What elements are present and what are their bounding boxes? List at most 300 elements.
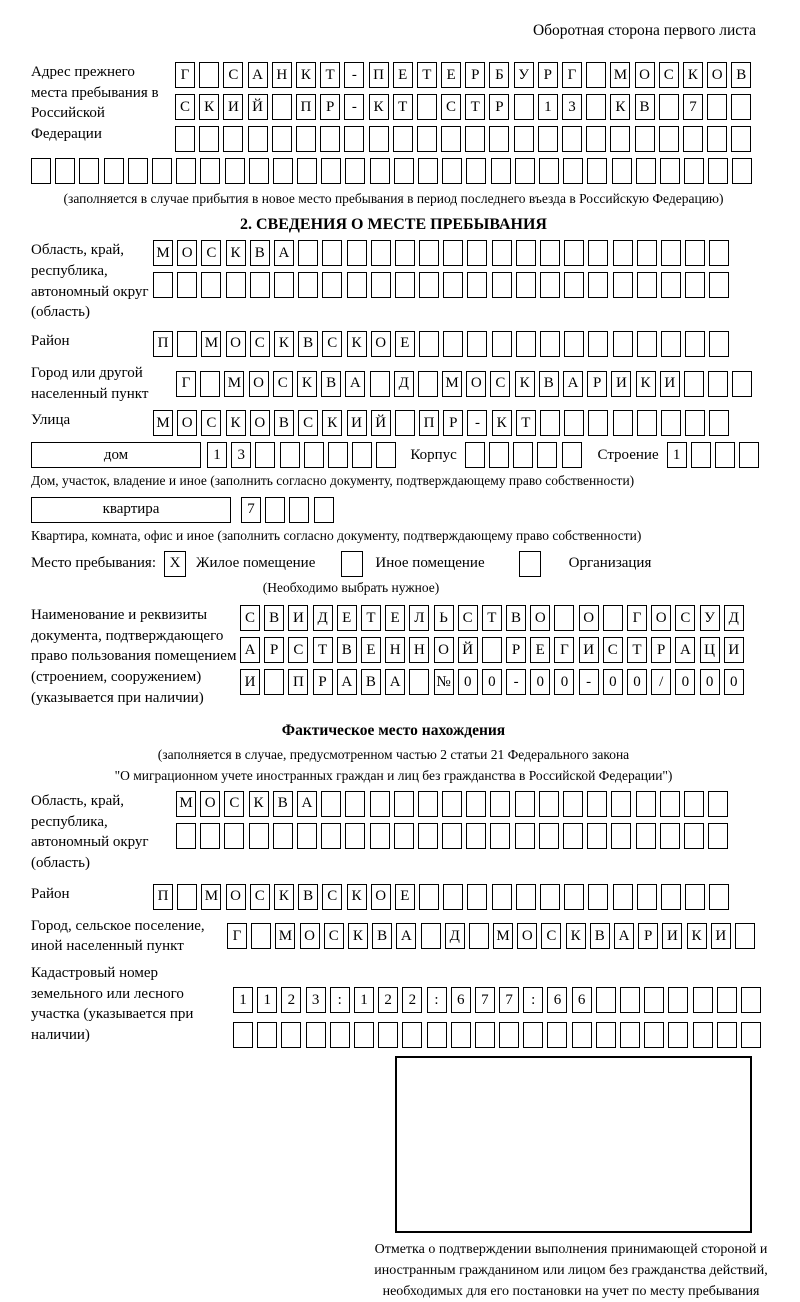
char-cell[interactable]: Д bbox=[445, 923, 465, 949]
char-cell[interactable]: И bbox=[223, 94, 243, 120]
char-cell[interactable] bbox=[322, 240, 342, 266]
char-cell[interactable]: О bbox=[177, 240, 197, 266]
char-cell[interactable] bbox=[660, 823, 680, 849]
char-cell[interactable] bbox=[200, 158, 220, 184]
char-cell[interactable] bbox=[393, 126, 413, 152]
char-cell[interactable]: 1 bbox=[233, 987, 253, 1013]
char-cell[interactable] bbox=[539, 823, 559, 849]
char-cell[interactable]: Г bbox=[554, 637, 574, 663]
char-cell[interactable] bbox=[693, 1022, 713, 1048]
char-cell[interactable]: Н bbox=[409, 637, 429, 663]
char-cell[interactable]: О bbox=[300, 923, 320, 949]
char-cell[interactable] bbox=[637, 240, 657, 266]
char-cell[interactable]: А bbox=[396, 923, 416, 949]
char-cell[interactable] bbox=[482, 637, 502, 663]
char-cell[interactable] bbox=[684, 791, 704, 817]
char-cell[interactable] bbox=[378, 1022, 398, 1048]
char-cell[interactable]: А bbox=[675, 637, 695, 663]
char-cell[interactable]: О bbox=[530, 605, 550, 631]
char-cell[interactable] bbox=[427, 1022, 447, 1048]
char-cell[interactable] bbox=[466, 158, 486, 184]
char-cell[interactable] bbox=[223, 126, 243, 152]
char-cell[interactable] bbox=[322, 272, 342, 298]
char-cell[interactable] bbox=[612, 158, 632, 184]
char-cell[interactable] bbox=[668, 987, 688, 1013]
char-cell[interactable]: К bbox=[687, 923, 707, 949]
char-cell[interactable]: К bbox=[610, 94, 630, 120]
char-cell[interactable]: Н bbox=[272, 62, 292, 88]
char-cell[interactable] bbox=[443, 331, 463, 357]
char-cell[interactable]: К bbox=[297, 371, 317, 397]
char-cell[interactable] bbox=[709, 410, 729, 436]
house-box[interactable] bbox=[31, 442, 201, 468]
char-cell[interactable] bbox=[273, 158, 293, 184]
char-cell[interactable] bbox=[104, 158, 124, 184]
char-cell[interactable]: Т bbox=[516, 410, 536, 436]
char-cell[interactable]: К bbox=[347, 331, 367, 357]
char-cell[interactable] bbox=[661, 410, 681, 436]
char-cell[interactable]: / bbox=[651, 669, 671, 695]
char-cell[interactable]: С bbox=[541, 923, 561, 949]
char-cell[interactable] bbox=[394, 791, 414, 817]
char-cell[interactable] bbox=[249, 823, 269, 849]
char-cell[interactable] bbox=[443, 240, 463, 266]
char-cell[interactable]: О bbox=[371, 331, 391, 357]
char-cell[interactable]: П bbox=[288, 669, 308, 695]
char-cell[interactable] bbox=[394, 158, 414, 184]
char-cell[interactable] bbox=[224, 823, 244, 849]
char-cell[interactable]: С bbox=[322, 331, 342, 357]
char-cell[interactable] bbox=[370, 158, 390, 184]
char-cell[interactable]: Г bbox=[562, 62, 582, 88]
char-cell[interactable] bbox=[691, 442, 711, 468]
char-cell[interactable]: О bbox=[200, 791, 220, 817]
char-cell[interactable]: О bbox=[434, 637, 454, 663]
char-cell[interactable]: П bbox=[369, 62, 389, 88]
char-cell[interactable]: С bbox=[201, 240, 221, 266]
char-cell[interactable] bbox=[465, 126, 485, 152]
char-cell[interactable] bbox=[587, 823, 607, 849]
char-cell[interactable] bbox=[613, 410, 633, 436]
char-cell[interactable]: И bbox=[288, 605, 308, 631]
char-cell[interactable]: Н bbox=[385, 637, 405, 663]
char-cell[interactable] bbox=[572, 1022, 592, 1048]
char-cell[interactable] bbox=[265, 497, 285, 523]
char-cell[interactable] bbox=[152, 158, 172, 184]
char-cell[interactable] bbox=[709, 240, 729, 266]
char-cell[interactable] bbox=[596, 1022, 616, 1048]
char-cell[interactable]: 7 bbox=[683, 94, 703, 120]
char-cell[interactable]: К bbox=[249, 791, 269, 817]
char-cell[interactable] bbox=[516, 272, 536, 298]
char-cell[interactable]: Р bbox=[465, 62, 485, 88]
char-cell[interactable]: А bbox=[240, 637, 260, 663]
char-cell[interactable]: Р bbox=[587, 371, 607, 397]
char-cell[interactable] bbox=[540, 240, 560, 266]
char-cell[interactable]: О bbox=[466, 371, 486, 397]
char-cell[interactable] bbox=[709, 884, 729, 910]
char-cell[interactable] bbox=[693, 987, 713, 1013]
char-cell[interactable]: У bbox=[514, 62, 534, 88]
char-cell[interactable] bbox=[611, 791, 631, 817]
char-cell[interactable]: К bbox=[226, 240, 246, 266]
char-cell[interactable]: 0 bbox=[675, 669, 695, 695]
char-cell[interactable] bbox=[226, 272, 246, 298]
char-cell[interactable] bbox=[644, 987, 664, 1013]
char-cell[interactable] bbox=[250, 272, 270, 298]
char-cell[interactable]: С bbox=[223, 62, 243, 88]
char-cell[interactable]: С bbox=[490, 371, 510, 397]
char-cell[interactable] bbox=[466, 823, 486, 849]
char-cell[interactable] bbox=[684, 823, 704, 849]
char-cell[interactable] bbox=[685, 410, 705, 436]
char-cell[interactable] bbox=[153, 272, 173, 298]
char-cell[interactable] bbox=[644, 1022, 664, 1048]
char-cell[interactable] bbox=[467, 240, 487, 266]
char-cell[interactable]: В bbox=[361, 669, 381, 695]
char-cell[interactable]: Т bbox=[393, 94, 413, 120]
char-cell[interactable]: А bbox=[248, 62, 268, 88]
char-cell[interactable] bbox=[620, 1022, 640, 1048]
char-cell[interactable] bbox=[177, 331, 197, 357]
char-cell[interactable] bbox=[637, 410, 657, 436]
char-cell[interactable]: Д bbox=[724, 605, 744, 631]
char-cell[interactable] bbox=[562, 126, 582, 152]
char-cell[interactable] bbox=[442, 823, 462, 849]
char-cell[interactable] bbox=[637, 272, 657, 298]
char-cell[interactable] bbox=[660, 158, 680, 184]
char-cell[interactable]: С bbox=[250, 331, 270, 357]
char-cell[interactable] bbox=[515, 158, 535, 184]
char-cell[interactable]: К bbox=[347, 884, 367, 910]
char-cell[interactable] bbox=[635, 126, 655, 152]
char-cell[interactable]: П bbox=[153, 884, 173, 910]
char-cell[interactable] bbox=[540, 331, 560, 357]
char-cell[interactable]: И bbox=[579, 637, 599, 663]
char-cell[interactable]: К bbox=[322, 410, 342, 436]
char-cell[interactable] bbox=[298, 272, 318, 298]
char-cell[interactable] bbox=[255, 442, 275, 468]
char-cell[interactable]: И bbox=[662, 923, 682, 949]
char-cell[interactable] bbox=[280, 442, 300, 468]
apartment-box[interactable] bbox=[31, 497, 231, 523]
char-cell[interactable] bbox=[537, 442, 557, 468]
char-cell[interactable] bbox=[370, 823, 390, 849]
char-cell[interactable] bbox=[563, 158, 583, 184]
char-cell[interactable] bbox=[563, 791, 583, 817]
char-cell[interactable]: Л bbox=[409, 605, 429, 631]
char-cell[interactable] bbox=[554, 605, 574, 631]
checkbox-zhiloe[interactable]: X bbox=[164, 551, 186, 577]
char-cell[interactable]: И bbox=[240, 669, 260, 695]
char-cell[interactable]: А bbox=[274, 240, 294, 266]
char-cell[interactable]: К bbox=[492, 410, 512, 436]
char-cell[interactable] bbox=[370, 791, 390, 817]
char-cell[interactable]: Т bbox=[482, 605, 502, 631]
char-cell[interactable]: Е bbox=[337, 605, 357, 631]
char-cell[interactable] bbox=[540, 410, 560, 436]
char-cell[interactable] bbox=[588, 410, 608, 436]
char-cell[interactable] bbox=[683, 126, 703, 152]
char-cell[interactable] bbox=[708, 371, 728, 397]
char-cell[interactable]: Р bbox=[651, 637, 671, 663]
char-cell[interactable]: М bbox=[493, 923, 513, 949]
char-cell[interactable] bbox=[707, 126, 727, 152]
char-cell[interactable] bbox=[233, 1022, 253, 1048]
char-cell[interactable]: В bbox=[539, 371, 559, 397]
char-cell[interactable]: Р bbox=[320, 94, 340, 120]
char-cell[interactable] bbox=[272, 94, 292, 120]
char-cell[interactable] bbox=[443, 272, 463, 298]
char-cell[interactable]: 1 bbox=[354, 987, 374, 1013]
char-cell[interactable]: М bbox=[275, 923, 295, 949]
char-cell[interactable]: С bbox=[240, 605, 260, 631]
char-cell[interactable]: 0 bbox=[700, 669, 720, 695]
char-cell[interactable]: У bbox=[700, 605, 720, 631]
char-cell[interactable] bbox=[739, 442, 759, 468]
char-cell[interactable]: 0 bbox=[530, 669, 550, 695]
char-cell[interactable] bbox=[636, 823, 656, 849]
char-cell[interactable] bbox=[516, 240, 536, 266]
char-cell[interactable]: И bbox=[724, 637, 744, 663]
char-cell[interactable]: Р bbox=[506, 637, 526, 663]
char-cell[interactable] bbox=[418, 371, 438, 397]
char-cell[interactable] bbox=[354, 1022, 374, 1048]
char-cell[interactable] bbox=[588, 240, 608, 266]
char-cell[interactable]: Т bbox=[361, 605, 381, 631]
char-cell[interactable] bbox=[613, 240, 633, 266]
char-cell[interactable]: Е bbox=[393, 62, 413, 88]
char-cell[interactable]: - bbox=[579, 669, 599, 695]
char-cell[interactable] bbox=[442, 158, 462, 184]
char-cell[interactable] bbox=[177, 884, 197, 910]
char-cell[interactable] bbox=[441, 126, 461, 152]
char-cell[interactable]: А bbox=[337, 669, 357, 695]
char-cell[interactable] bbox=[661, 884, 681, 910]
char-cell[interactable]: 1 bbox=[667, 442, 687, 468]
char-cell[interactable] bbox=[717, 987, 737, 1013]
char-cell[interactable] bbox=[715, 442, 735, 468]
char-cell[interactable] bbox=[304, 442, 324, 468]
char-cell[interactable] bbox=[345, 158, 365, 184]
char-cell[interactable]: Т bbox=[417, 62, 437, 88]
char-cell[interactable]: С bbox=[659, 62, 679, 88]
char-cell[interactable]: О bbox=[250, 410, 270, 436]
char-cell[interactable] bbox=[660, 791, 680, 817]
char-cell[interactable] bbox=[345, 791, 365, 817]
char-cell[interactable] bbox=[289, 497, 309, 523]
char-cell[interactable]: Й bbox=[248, 94, 268, 120]
char-cell[interactable] bbox=[684, 371, 704, 397]
char-cell[interactable]: Е bbox=[441, 62, 461, 88]
char-cell[interactable] bbox=[613, 331, 633, 357]
char-cell[interactable]: В bbox=[273, 791, 293, 817]
char-cell[interactable]: О bbox=[517, 923, 537, 949]
char-cell[interactable] bbox=[199, 62, 219, 88]
char-cell[interactable] bbox=[395, 240, 415, 266]
char-cell[interactable] bbox=[419, 884, 439, 910]
char-cell[interactable]: И bbox=[611, 371, 631, 397]
char-cell[interactable] bbox=[661, 272, 681, 298]
char-cell[interactable]: П bbox=[419, 410, 439, 436]
char-cell[interactable]: : bbox=[523, 987, 543, 1013]
char-cell[interactable] bbox=[344, 126, 364, 152]
char-cell[interactable] bbox=[492, 240, 512, 266]
char-cell[interactable]: О bbox=[226, 331, 246, 357]
char-cell[interactable] bbox=[409, 669, 429, 695]
char-cell[interactable]: 0 bbox=[603, 669, 623, 695]
char-cell[interactable] bbox=[661, 240, 681, 266]
char-cell[interactable]: Т bbox=[313, 637, 333, 663]
char-cell[interactable] bbox=[684, 158, 704, 184]
char-cell[interactable] bbox=[492, 272, 512, 298]
char-cell[interactable] bbox=[540, 884, 560, 910]
char-cell[interactable] bbox=[492, 884, 512, 910]
char-cell[interactable] bbox=[563, 823, 583, 849]
char-cell[interactable]: А bbox=[297, 791, 317, 817]
char-cell[interactable]: Д bbox=[313, 605, 333, 631]
char-cell[interactable] bbox=[418, 158, 438, 184]
char-cell[interactable] bbox=[251, 923, 271, 949]
char-cell[interactable] bbox=[31, 158, 51, 184]
char-cell[interactable]: С bbox=[322, 884, 342, 910]
char-cell[interactable]: С bbox=[175, 94, 195, 120]
char-cell[interactable]: Ь bbox=[434, 605, 454, 631]
char-cell[interactable]: О bbox=[707, 62, 727, 88]
char-cell[interactable] bbox=[257, 1022, 277, 1048]
char-cell[interactable]: К bbox=[369, 94, 389, 120]
char-cell[interactable] bbox=[732, 371, 752, 397]
char-cell[interactable]: Р bbox=[638, 923, 658, 949]
char-cell[interactable] bbox=[419, 331, 439, 357]
char-cell[interactable] bbox=[564, 240, 584, 266]
checkbox-organizatsiya[interactable] bbox=[519, 551, 541, 577]
char-cell[interactable] bbox=[588, 331, 608, 357]
char-cell[interactable]: К bbox=[199, 94, 219, 120]
char-cell[interactable] bbox=[419, 272, 439, 298]
char-cell[interactable]: А bbox=[614, 923, 634, 949]
char-cell[interactable] bbox=[306, 1022, 326, 1048]
char-cell[interactable] bbox=[515, 823, 535, 849]
char-cell[interactable]: К bbox=[636, 371, 656, 397]
char-cell[interactable]: М bbox=[201, 331, 221, 357]
char-cell[interactable] bbox=[564, 331, 584, 357]
char-cell[interactable]: Е bbox=[361, 637, 381, 663]
char-cell[interactable]: К bbox=[566, 923, 586, 949]
char-cell[interactable] bbox=[200, 371, 220, 397]
char-cell[interactable]: М bbox=[610, 62, 630, 88]
char-cell[interactable] bbox=[491, 158, 511, 184]
char-cell[interactable] bbox=[732, 158, 752, 184]
char-cell[interactable] bbox=[586, 62, 606, 88]
char-cell[interactable]: В bbox=[250, 240, 270, 266]
char-cell[interactable] bbox=[685, 240, 705, 266]
char-cell[interactable] bbox=[248, 126, 268, 152]
char-cell[interactable]: 6 bbox=[547, 987, 567, 1013]
char-cell[interactable]: Т bbox=[320, 62, 340, 88]
char-cell[interactable] bbox=[564, 272, 584, 298]
char-cell[interactable]: Г bbox=[627, 605, 647, 631]
char-cell[interactable] bbox=[79, 158, 99, 184]
char-cell[interactable] bbox=[709, 331, 729, 357]
char-cell[interactable]: Р bbox=[538, 62, 558, 88]
char-cell[interactable] bbox=[490, 823, 510, 849]
char-cell[interactable] bbox=[637, 884, 657, 910]
char-cell[interactable]: К bbox=[296, 62, 316, 88]
char-cell[interactable]: М bbox=[201, 884, 221, 910]
char-cell[interactable]: - bbox=[506, 669, 526, 695]
char-cell[interactable]: М bbox=[442, 371, 462, 397]
char-cell[interactable]: Д bbox=[394, 371, 414, 397]
char-cell[interactable] bbox=[421, 923, 441, 949]
char-cell[interactable]: 0 bbox=[458, 669, 478, 695]
char-cell[interactable]: 2 bbox=[378, 987, 398, 1013]
char-cell[interactable] bbox=[539, 791, 559, 817]
char-cell[interactable]: Р bbox=[313, 669, 333, 695]
char-cell[interactable]: Г bbox=[175, 62, 195, 88]
char-cell[interactable] bbox=[707, 94, 727, 120]
char-cell[interactable]: И bbox=[660, 371, 680, 397]
char-cell[interactable]: М bbox=[153, 240, 173, 266]
char-cell[interactable]: 2 bbox=[402, 987, 422, 1013]
char-cell[interactable] bbox=[369, 126, 389, 152]
char-cell[interactable] bbox=[371, 240, 391, 266]
char-cell[interactable]: С bbox=[458, 605, 478, 631]
char-cell[interactable] bbox=[564, 884, 584, 910]
char-cell[interactable] bbox=[516, 884, 536, 910]
char-cell[interactable] bbox=[603, 605, 623, 631]
char-cell[interactable] bbox=[514, 126, 534, 152]
char-cell[interactable]: С bbox=[250, 884, 270, 910]
char-cell[interactable]: Т bbox=[465, 94, 485, 120]
char-cell[interactable] bbox=[370, 371, 390, 397]
char-cell[interactable]: К bbox=[515, 371, 535, 397]
char-cell[interactable]: 0 bbox=[724, 669, 744, 695]
char-cell[interactable] bbox=[588, 884, 608, 910]
char-cell[interactable] bbox=[475, 1022, 495, 1048]
char-cell[interactable]: С bbox=[324, 923, 344, 949]
char-cell[interactable] bbox=[708, 791, 728, 817]
char-cell[interactable]: В bbox=[590, 923, 610, 949]
char-cell[interactable]: В bbox=[321, 371, 341, 397]
char-cell[interactable]: С bbox=[201, 410, 221, 436]
char-cell[interactable] bbox=[499, 1022, 519, 1048]
char-cell[interactable]: 0 bbox=[627, 669, 647, 695]
char-cell[interactable] bbox=[492, 331, 512, 357]
char-cell[interactable]: К bbox=[274, 331, 294, 357]
char-cell[interactable]: В bbox=[337, 637, 357, 663]
char-cell[interactable] bbox=[297, 823, 317, 849]
char-cell[interactable] bbox=[613, 884, 633, 910]
char-cell[interactable] bbox=[685, 272, 705, 298]
char-cell[interactable] bbox=[274, 272, 294, 298]
char-cell[interactable]: Б bbox=[489, 62, 509, 88]
char-cell[interactable] bbox=[685, 331, 705, 357]
char-cell[interactable] bbox=[741, 987, 761, 1013]
char-cell[interactable]: С bbox=[675, 605, 695, 631]
char-cell[interactable] bbox=[298, 240, 318, 266]
char-cell[interactable] bbox=[376, 442, 396, 468]
char-cell[interactable] bbox=[321, 791, 341, 817]
char-cell[interactable]: - bbox=[467, 410, 487, 436]
char-cell[interactable] bbox=[731, 126, 751, 152]
char-cell[interactable]: 1 bbox=[207, 442, 227, 468]
char-cell[interactable] bbox=[467, 331, 487, 357]
char-cell[interactable]: О bbox=[371, 884, 391, 910]
char-cell[interactable]: А bbox=[385, 669, 405, 695]
char-cell[interactable] bbox=[347, 272, 367, 298]
char-cell[interactable]: В bbox=[372, 923, 392, 949]
